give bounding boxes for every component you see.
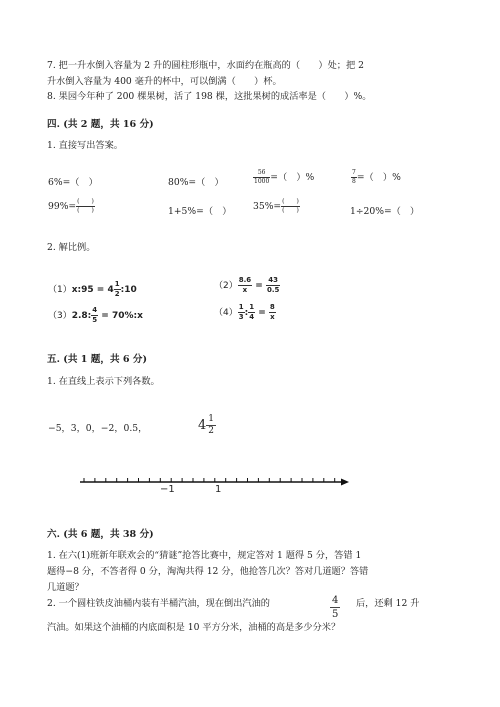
proportion-3	[48, 306, 143, 325]
proportion-2	[214, 276, 280, 295]
proportion-4	[214, 303, 276, 322]
frac-numerator: 56	[253, 169, 270, 178]
frac-denominator: x	[270, 313, 275, 321]
frac-numerator: 4	[332, 595, 339, 606]
section-6-q1-line-2: 题得−8 分，不答者得 0 分，淘淘共得 12 分，他抢答几次？答对几道题？答错	[47, 566, 369, 577]
calc-56-over-1000	[253, 169, 314, 186]
problem-7-line-1: 7. 把一升水倒入容量为 2 升的圆柱形瓶中，水面约在瓶高的（ ）处；把 2	[47, 60, 364, 71]
frac-denominator: 5	[92, 316, 98, 324]
section-6-q1-line-1: 1. 在六(1)班新年联欢会的“猜谜”抢答比赛中，规定答对 1 题得 5 分，答错 1	[47, 550, 362, 561]
frac-denominator: 1000	[254, 178, 270, 185]
frac-numerator: 4	[92, 306, 98, 314]
mixed-number-4-1-2	[198, 414, 216, 437]
equals-sign: =	[255, 308, 269, 318]
calc-99-percent	[48, 198, 95, 215]
section-4-title: 四. (共 2 题，共 16 分)	[47, 119, 154, 130]
number-line-arrowhead	[341, 479, 349, 486]
frac-numerator-blank: ( )	[77, 198, 94, 205]
section-6-q2-line-1-start: 2. 一个圆柱铁皮油桶内装有半桶汽油，现在倒出汽油的	[47, 598, 270, 609]
proportion-label: （3）	[48, 311, 72, 321]
section-6-q2-line-1-end: 后，还剩 12 升	[356, 598, 420, 609]
calc-7-over-8	[351, 169, 401, 186]
frac-denominator-blank: ( )	[77, 207, 94, 214]
axis-label-1: 1	[215, 484, 222, 495]
proportion-left: 2.8:	[71, 311, 92, 321]
frac-denominator: 5	[332, 609, 339, 620]
frac-denominator: 8	[352, 178, 356, 185]
calc-prefix: 99%=	[48, 201, 77, 212]
numbers-list: −5，3，0，−2，0.5，	[48, 423, 148, 434]
proportion-left: x:95 = 4	[71, 285, 114, 295]
calc-1-div-20-percent: 1÷20%=（ ）	[350, 206, 420, 217]
proportion-right: :10	[120, 285, 137, 295]
number-line	[0, 470, 500, 500]
frac-numerator: 1	[114, 280, 120, 288]
section-5-question-1: 1. 在直线上表示下列各数。	[47, 376, 160, 387]
section-6-title: 六. (共 6 题，共 38 分)	[47, 529, 154, 540]
frac-numerator: 43	[266, 276, 280, 286]
frac-denominator: x	[242, 286, 248, 294]
frac-numerator: 1	[208, 414, 215, 424]
proportion-right: = 70%:x	[98, 311, 143, 321]
section-5-title: 五. (共 1 题，共 6 分)	[47, 354, 148, 365]
section-6-q1-line-3: 几道题？	[47, 582, 84, 593]
calc-rest: =（ ）%	[270, 172, 315, 183]
fraction-4-5	[330, 594, 340, 621]
frac-denominator: 3	[238, 313, 244, 321]
calc-80-percent: 80%=（ ）	[168, 177, 224, 188]
frac-denominator: 4	[249, 313, 255, 321]
proportion-1	[48, 280, 137, 299]
calc-35-percent	[253, 198, 300, 215]
proportion-label: （4）	[214, 308, 238, 318]
frac-numerator: 1	[249, 303, 255, 311]
section-4-question-2: 2. 解比例。	[47, 242, 96, 253]
frac-numerator: 1	[238, 303, 244, 311]
frac-numerator-blank: ( )	[282, 198, 299, 205]
frac-denominator: 0.5	[266, 286, 280, 294]
mixed-whole: 4	[198, 418, 207, 433]
proportion-label: （1）	[48, 285, 72, 295]
frac-numerator: 8	[269, 303, 275, 311]
calc-1-plus-5-percent: 1+5%=（ ）	[168, 206, 232, 217]
frac-denominator: 2	[208, 426, 215, 436]
frac-denominator: 2	[114, 290, 120, 298]
frac-numerator: 7	[352, 169, 356, 176]
frac-denominator-blank: ( )	[282, 207, 299, 214]
frac-numerator: 8.6	[238, 276, 252, 284]
calc-prefix: 35%=	[253, 201, 282, 212]
proportion-label: （2）	[214, 281, 238, 291]
equals-sign: =	[252, 281, 266, 291]
calc-6-percent: 6%=（ ）	[48, 177, 98, 188]
calc-rest: =（ ）%	[356, 172, 401, 183]
axis-label-minus-1: −1	[160, 484, 175, 495]
colon: :	[244, 308, 249, 318]
section-6-q2-line-2: 汽油。如果这个油桶的内底面积是 10 平方分米，油桶的高是多少分米？	[47, 622, 341, 633]
problem-7-line-2: 升水倒入容量为 400 毫升的杯中，可以倒满（ ）杯。	[47, 76, 282, 87]
problem-8: 8. 果园今年种了 200 棵果树，活了 198 棵，这批果树的成活率是（ ）%。	[47, 91, 372, 102]
section-4-question-1: 1. 直接写出答案。	[47, 140, 123, 151]
